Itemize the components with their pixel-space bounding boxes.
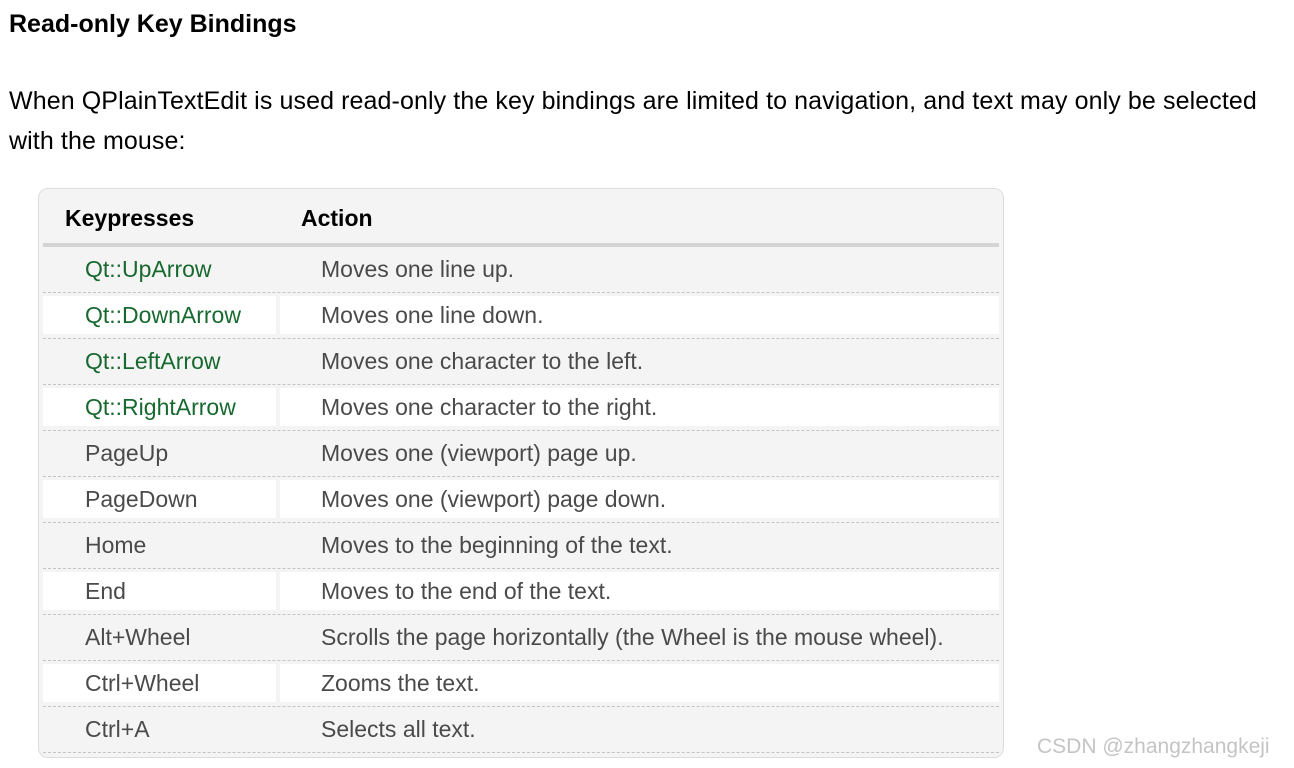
key-link-uparrow[interactable]: Qt::UpArrow: [85, 256, 212, 282]
key-cell: PageDown: [43, 480, 276, 518]
action-cell: Moves one character to the left.: [321, 348, 644, 374]
table-row: [43, 293, 999, 339]
table-row: [43, 569, 999, 615]
action-cell: Selects all text.: [321, 716, 476, 742]
key-cell: End: [43, 572, 276, 610]
action-cell: Moves one character to the right.: [280, 388, 999, 426]
action-cell: Moves one line down.: [280, 296, 999, 334]
action-cell: Moves one line up.: [321, 256, 515, 282]
action-cell: Moves to the end of the text.: [280, 572, 999, 610]
table-row: [43, 339, 999, 385]
key-link-rightarrow[interactable]: Qt::RightArrow: [43, 388, 276, 426]
header-keypresses: Keypresses: [65, 205, 195, 231]
key-cell: Alt+Wheel: [85, 624, 191, 650]
header-action: Action: [301, 205, 373, 231]
action-cell: Moves to the beginning of the text.: [321, 532, 673, 558]
table-row: [43, 247, 999, 293]
table-row: [43, 477, 999, 523]
table-row: [43, 385, 999, 431]
action-cell: Moves one (viewport) page up.: [321, 440, 637, 466]
key-link-downarrow[interactable]: Qt::DownArrow: [43, 296, 276, 334]
key-cell: Ctrl+Wheel: [43, 664, 276, 702]
key-cell: Ctrl+A: [85, 716, 150, 742]
intro-paragraph: When QPlainTextEdit is used read-only the key bindings are limited to navigation, and text may only be selected with the mouse:: [9, 87, 1257, 155]
table-row: [43, 615, 999, 661]
section-heading: Read-only Key Bindings: [9, 10, 297, 38]
key-bindings-table: [38, 188, 1004, 758]
table-row: [43, 431, 999, 477]
action-cell: Moves one (viewport) page down.: [280, 480, 999, 518]
key-cell: PageUp: [85, 440, 169, 466]
action-cell: Scrolls the page horizontally (the Wheel is the mouse wheel).: [321, 624, 944, 650]
table-row: [43, 707, 999, 753]
table-header-row: [43, 189, 999, 247]
watermark: CSDN @zhangzhangkeji: [1037, 735, 1270, 758]
key-cell: Home: [85, 532, 147, 558]
table-row: [43, 661, 999, 707]
action-cell: Zooms the text.: [280, 664, 999, 702]
table-row: [43, 523, 999, 569]
key-link-leftarrow[interactable]: Qt::LeftArrow: [85, 348, 221, 374]
